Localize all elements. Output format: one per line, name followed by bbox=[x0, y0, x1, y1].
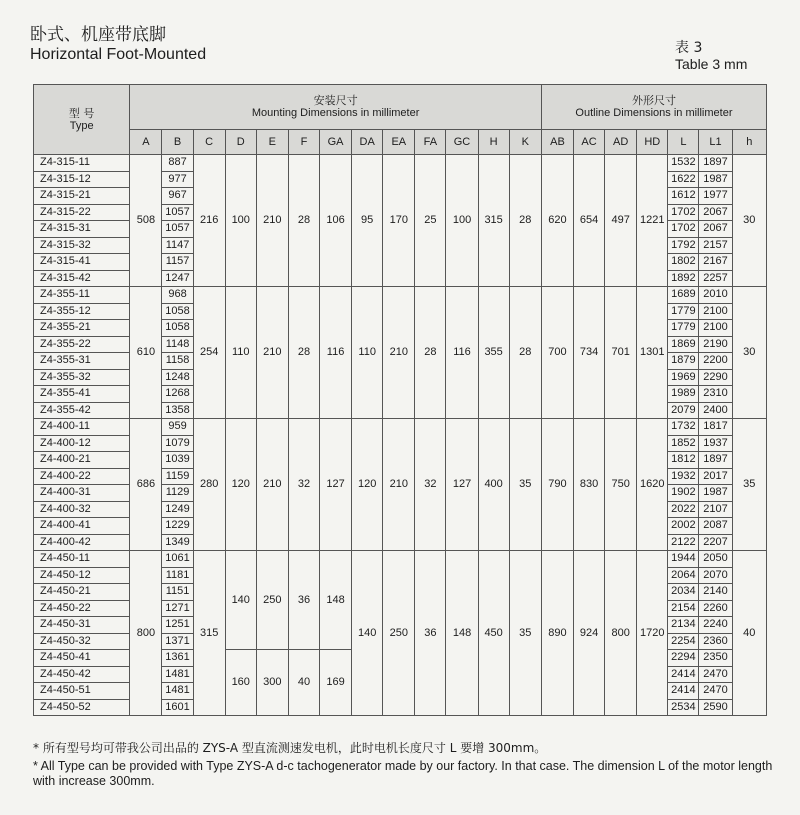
cell-l: 2254 bbox=[668, 633, 699, 650]
cell-f: 36 bbox=[288, 551, 319, 650]
cell-k: 35 bbox=[509, 419, 541, 551]
table-row bbox=[34, 155, 767, 172]
table-row bbox=[34, 419, 767, 436]
cell-b: 1061 bbox=[162, 551, 193, 568]
type-cell: Z4-450-51 bbox=[34, 683, 130, 700]
cell-a: 610 bbox=[130, 287, 162, 419]
cell-l: 1902 bbox=[668, 485, 699, 502]
cell-ea: 210 bbox=[383, 419, 415, 551]
cell-b: 959 bbox=[162, 419, 193, 436]
table-number-en: Table 3 mm bbox=[675, 56, 748, 72]
outline-header-cn: 外形尺寸 bbox=[631, 94, 676, 107]
cell-ga: 169 bbox=[320, 650, 352, 716]
type-cell: Z4-450-52 bbox=[34, 699, 130, 716]
cell-ga: 127 bbox=[320, 419, 352, 551]
cell-l1: 2157 bbox=[699, 237, 732, 254]
cell-l1: 1897 bbox=[699, 155, 732, 172]
cell-f: 40 bbox=[288, 650, 319, 716]
cell-ab: 890 bbox=[541, 551, 573, 716]
cell-e: 210 bbox=[256, 287, 288, 419]
cell-l: 1689 bbox=[668, 287, 699, 304]
cell-ac: 924 bbox=[574, 551, 605, 716]
cell-l: 2034 bbox=[668, 584, 699, 601]
cell-b: 1057 bbox=[162, 221, 193, 238]
cell-gc: 100 bbox=[446, 155, 478, 287]
type-cell: Z4-315-11 bbox=[34, 155, 130, 172]
type-cell: Z4-355-42 bbox=[34, 402, 130, 419]
cell-h: 30 bbox=[732, 287, 766, 419]
cell-hd: 1720 bbox=[637, 551, 668, 716]
cell-b: 1271 bbox=[162, 600, 193, 617]
cell-ea: 170 bbox=[383, 155, 415, 287]
cell-ad: 750 bbox=[605, 419, 637, 551]
cell-l1: 2257 bbox=[699, 270, 732, 287]
cell-l: 1802 bbox=[668, 254, 699, 271]
column-header-da: DA bbox=[352, 130, 383, 155]
type-cell: Z4-450-31 bbox=[34, 617, 130, 634]
cell-f: 28 bbox=[288, 155, 319, 287]
cell-l1: 2590 bbox=[699, 699, 732, 716]
type-header-cn: 型 号 bbox=[68, 106, 95, 120]
cell-hd: 1221 bbox=[637, 155, 668, 287]
cell-da: 110 bbox=[352, 287, 383, 419]
cell-ac: 830 bbox=[574, 419, 605, 551]
cell-h: 450 bbox=[478, 551, 509, 716]
cell-l1: 1977 bbox=[699, 188, 732, 205]
cell-l: 1989 bbox=[668, 386, 699, 403]
cell-c: 216 bbox=[193, 155, 225, 287]
cell-l1: 2050 bbox=[699, 551, 732, 568]
cell-e: 300 bbox=[256, 650, 288, 716]
cell-e: 210 bbox=[256, 419, 288, 551]
cell-l: 1702 bbox=[668, 204, 699, 221]
footnotes bbox=[33, 741, 773, 789]
cell-fa: 36 bbox=[415, 551, 446, 716]
cell-l1: 2107 bbox=[699, 501, 732, 518]
cell-b: 1181 bbox=[162, 567, 193, 584]
column-header-c: C bbox=[193, 130, 225, 155]
cell-l1: 2200 bbox=[699, 353, 732, 370]
cell-b: 887 bbox=[162, 155, 193, 172]
cell-ab: 790 bbox=[541, 419, 573, 551]
column-header-k: K bbox=[509, 130, 541, 155]
cell-ad: 800 bbox=[605, 551, 637, 716]
type-cell: Z4-450-11 bbox=[34, 551, 130, 568]
cell-h: 35 bbox=[732, 419, 766, 551]
cell-ac: 734 bbox=[574, 287, 605, 419]
type-cell: Z4-355-41 bbox=[34, 386, 130, 403]
cell-l: 1869 bbox=[668, 336, 699, 353]
cell-gc: 116 bbox=[446, 287, 478, 419]
column-header-hd: HD bbox=[637, 130, 668, 155]
cell-l1: 2207 bbox=[699, 534, 732, 551]
cell-l: 1932 bbox=[668, 468, 699, 485]
cell-h: 400 bbox=[478, 419, 509, 551]
cell-l: 2134 bbox=[668, 617, 699, 634]
cell-b: 977 bbox=[162, 171, 193, 188]
cell-h: 30 bbox=[732, 155, 766, 287]
cell-l1: 2010 bbox=[699, 287, 732, 304]
cell-l: 1969 bbox=[668, 369, 699, 386]
cell-l1: 1987 bbox=[699, 485, 732, 502]
cell-f: 32 bbox=[288, 419, 319, 551]
type-cell: Z4-315-12 bbox=[34, 171, 130, 188]
cell-fa: 25 bbox=[415, 155, 446, 287]
cell-l1: 2100 bbox=[699, 320, 732, 337]
cell-gc: 127 bbox=[446, 419, 478, 551]
cell-b: 1247 bbox=[162, 270, 193, 287]
dimension-table bbox=[33, 84, 767, 716]
cell-a: 508 bbox=[130, 155, 162, 287]
type-cell: Z4-400-41 bbox=[34, 518, 130, 535]
cell-l1: 2350 bbox=[699, 650, 732, 667]
cell-ad: 701 bbox=[605, 287, 637, 419]
cell-h: 315 bbox=[478, 155, 509, 287]
cell-h: 40 bbox=[732, 551, 766, 716]
type-cell: Z4-450-12 bbox=[34, 567, 130, 584]
cell-fa: 32 bbox=[415, 419, 446, 551]
cell-l1: 2470 bbox=[699, 683, 732, 700]
cell-l1: 2087 bbox=[699, 518, 732, 535]
cell-l: 1779 bbox=[668, 320, 699, 337]
type-cell: Z4-355-32 bbox=[34, 369, 130, 386]
cell-d: 100 bbox=[225, 155, 256, 287]
cell-l: 1879 bbox=[668, 353, 699, 370]
cell-b: 1058 bbox=[162, 320, 193, 337]
column-header-d: D bbox=[225, 130, 256, 155]
cell-ga: 106 bbox=[320, 155, 352, 287]
cell-d: 140 bbox=[225, 551, 256, 650]
cell-l: 1622 bbox=[668, 171, 699, 188]
footnote-cn: * 所有型号均可带我公司出品的 ZYS-A 型直流测速发电机，此时电机长度尺寸 L 要增 300mm。 bbox=[33, 741, 547, 755]
cell-b: 1147 bbox=[162, 237, 193, 254]
table-row bbox=[34, 551, 767, 568]
cell-l: 2079 bbox=[668, 402, 699, 419]
type-cell: Z4-355-21 bbox=[34, 320, 130, 337]
cell-b: 1601 bbox=[162, 699, 193, 716]
type-cell: Z4-315-31 bbox=[34, 221, 130, 238]
cell-k: 28 bbox=[509, 155, 541, 287]
type-cell: Z4-315-21 bbox=[34, 188, 130, 205]
cell-l: 2064 bbox=[668, 567, 699, 584]
cell-l: 1779 bbox=[668, 303, 699, 320]
column-header-b: B bbox=[162, 130, 193, 155]
cell-l1: 2260 bbox=[699, 600, 732, 617]
cell-ga: 148 bbox=[320, 551, 352, 650]
cell-a: 686 bbox=[130, 419, 162, 551]
cell-b: 1248 bbox=[162, 369, 193, 386]
type-cell: Z4-400-42 bbox=[34, 534, 130, 551]
type-cell: Z4-400-22 bbox=[34, 468, 130, 485]
cell-l: 1792 bbox=[668, 237, 699, 254]
cell-d: 110 bbox=[225, 287, 256, 419]
type-cell: Z4-450-42 bbox=[34, 666, 130, 683]
cell-b: 1151 bbox=[162, 584, 193, 601]
cell-c: 254 bbox=[193, 287, 225, 419]
cell-b: 1058 bbox=[162, 303, 193, 320]
cell-k: 28 bbox=[509, 287, 541, 419]
cell-b: 1157 bbox=[162, 254, 193, 271]
cell-ac: 654 bbox=[574, 155, 605, 287]
cell-l: 1612 bbox=[668, 188, 699, 205]
cell-b: 1481 bbox=[162, 683, 193, 700]
cell-l1: 1817 bbox=[699, 419, 732, 436]
column-header-fa: FA bbox=[415, 130, 446, 155]
footnote-en: * All Type can be provided with Type ZYS-A d-c tachogenerator made by our factory. In that case. The dimension L of the motor length with increase 300mm. bbox=[33, 759, 773, 788]
column-header-a: A bbox=[130, 130, 162, 155]
cell-ad: 497 bbox=[605, 155, 637, 287]
cell-b: 1158 bbox=[162, 353, 193, 370]
type-cell: Z4-355-31 bbox=[34, 353, 130, 370]
cell-fa: 28 bbox=[415, 287, 446, 419]
mounting-header-cn: 安装尺寸 bbox=[313, 94, 358, 107]
cell-b: 1268 bbox=[162, 386, 193, 403]
cell-b: 1079 bbox=[162, 435, 193, 452]
type-cell: Z4-315-32 bbox=[34, 237, 130, 254]
cell-l: 1812 bbox=[668, 452, 699, 469]
mounting-header bbox=[130, 85, 542, 130]
type-cell: Z4-450-41 bbox=[34, 650, 130, 667]
cell-l: 2414 bbox=[668, 666, 699, 683]
cell-hd: 1301 bbox=[637, 287, 668, 419]
column-header-h: H bbox=[478, 130, 509, 155]
cell-ga: 116 bbox=[320, 287, 352, 419]
cell-l: 2154 bbox=[668, 600, 699, 617]
column-header-ac: AC bbox=[574, 130, 605, 155]
cell-ab: 700 bbox=[541, 287, 573, 419]
type-cell: Z4-315-41 bbox=[34, 254, 130, 271]
outline-header-en: Outline Dimensions in millimeter bbox=[575, 107, 733, 119]
type-cell: Z4-450-21 bbox=[34, 584, 130, 601]
table-row bbox=[34, 287, 767, 304]
cell-l1: 1937 bbox=[699, 435, 732, 452]
type-cell: Z4-315-42 bbox=[34, 270, 130, 287]
cell-f: 28 bbox=[288, 287, 319, 419]
column-header-ad: AD bbox=[605, 130, 637, 155]
cell-da: 95 bbox=[352, 155, 383, 287]
cell-l1: 1987 bbox=[699, 171, 732, 188]
cell-l: 1944 bbox=[668, 551, 699, 568]
cell-h: 355 bbox=[478, 287, 509, 419]
cell-da: 120 bbox=[352, 419, 383, 551]
cell-l: 1532 bbox=[668, 155, 699, 172]
column-header-f: F bbox=[288, 130, 319, 155]
cell-l1: 2310 bbox=[699, 386, 732, 403]
cell-l1: 2067 bbox=[699, 221, 732, 238]
cell-b: 1249 bbox=[162, 501, 193, 518]
column-header-ea: EA bbox=[383, 130, 415, 155]
type-cell: Z4-450-32 bbox=[34, 633, 130, 650]
cell-b: 1229 bbox=[162, 518, 193, 535]
column-header-l: L bbox=[668, 130, 699, 155]
cell-da: 140 bbox=[352, 551, 383, 716]
cell-b: 1148 bbox=[162, 336, 193, 353]
column-header-ab: AB bbox=[541, 130, 573, 155]
cell-l1: 2167 bbox=[699, 254, 732, 271]
cell-l1: 2070 bbox=[699, 567, 732, 584]
cell-e: 210 bbox=[256, 155, 288, 287]
table-number-cn: 表 3 bbox=[675, 40, 703, 56]
type-cell: Z4-315-22 bbox=[34, 204, 130, 221]
type-header bbox=[34, 85, 130, 155]
cell-l1: 2400 bbox=[699, 402, 732, 419]
page-title-en: Horizontal Foot-Mounted bbox=[30, 46, 207, 63]
page-title-cn: 卧式、机座带底脚 bbox=[30, 25, 166, 45]
cell-l: 1892 bbox=[668, 270, 699, 287]
cell-d: 160 bbox=[225, 650, 256, 716]
cell-hd: 1620 bbox=[637, 419, 668, 551]
column-header-row bbox=[34, 130, 767, 155]
cell-l: 2414 bbox=[668, 683, 699, 700]
cell-a: 800 bbox=[130, 551, 162, 716]
cell-b: 1039 bbox=[162, 452, 193, 469]
cell-l1: 2360 bbox=[699, 633, 732, 650]
cell-l1: 2140 bbox=[699, 584, 732, 601]
cell-l1: 2067 bbox=[699, 204, 732, 221]
mounting-header-en: Mounting Dimensions in millimeter bbox=[251, 107, 420, 119]
type-cell: Z4-450-22 bbox=[34, 600, 130, 617]
cell-l1: 2470 bbox=[699, 666, 732, 683]
cell-l: 1852 bbox=[668, 435, 699, 452]
cell-ea: 250 bbox=[383, 551, 415, 716]
cell-l: 2002 bbox=[668, 518, 699, 535]
type-cell: Z4-355-22 bbox=[34, 336, 130, 353]
cell-b: 1159 bbox=[162, 468, 193, 485]
cell-c: 280 bbox=[193, 419, 225, 551]
type-cell: Z4-400-21 bbox=[34, 452, 130, 469]
type-cell: Z4-400-11 bbox=[34, 419, 130, 436]
cell-ea: 210 bbox=[383, 287, 415, 419]
column-header-ga: GA bbox=[320, 130, 352, 155]
cell-b: 1481 bbox=[162, 666, 193, 683]
cell-b: 1361 bbox=[162, 650, 193, 667]
cell-l: 1702 bbox=[668, 221, 699, 238]
cell-l: 1732 bbox=[668, 419, 699, 436]
cell-l: 2534 bbox=[668, 699, 699, 716]
cell-d: 120 bbox=[225, 419, 256, 551]
cell-l1: 2100 bbox=[699, 303, 732, 320]
cell-e: 250 bbox=[256, 551, 288, 650]
type-cell: Z4-355-11 bbox=[34, 287, 130, 304]
cell-b: 1057 bbox=[162, 204, 193, 221]
cell-l: 2022 bbox=[668, 501, 699, 518]
type-cell: Z4-355-12 bbox=[34, 303, 130, 320]
table-body bbox=[34, 155, 767, 716]
column-header-h: h bbox=[732, 130, 766, 155]
cell-l1: 2240 bbox=[699, 617, 732, 634]
cell-l: 2294 bbox=[668, 650, 699, 667]
cell-b: 1349 bbox=[162, 534, 193, 551]
type-cell: Z4-400-31 bbox=[34, 485, 130, 502]
type-cell: Z4-400-32 bbox=[34, 501, 130, 518]
cell-b: 968 bbox=[162, 287, 193, 304]
cell-l1: 2190 bbox=[699, 336, 732, 353]
cell-b: 1251 bbox=[162, 617, 193, 634]
type-header-en: Type bbox=[69, 119, 94, 132]
type-cell: Z4-400-12 bbox=[34, 435, 130, 452]
cell-c: 315 bbox=[193, 551, 225, 716]
cell-b: 1371 bbox=[162, 633, 193, 650]
cell-l1: 2290 bbox=[699, 369, 732, 386]
column-header-gc: GC bbox=[446, 130, 478, 155]
column-header-l1: L1 bbox=[699, 130, 732, 155]
cell-b: 1129 bbox=[162, 485, 193, 502]
cell-gc: 148 bbox=[446, 551, 478, 716]
cell-ab: 620 bbox=[541, 155, 573, 287]
cell-b: 1358 bbox=[162, 402, 193, 419]
cell-l1: 2017 bbox=[699, 468, 732, 485]
cell-l: 2122 bbox=[668, 534, 699, 551]
cell-b: 967 bbox=[162, 188, 193, 205]
cell-k: 35 bbox=[509, 551, 541, 716]
outline-header bbox=[541, 85, 766, 130]
cell-l1: 1897 bbox=[699, 452, 732, 469]
column-header-e: E bbox=[256, 130, 288, 155]
